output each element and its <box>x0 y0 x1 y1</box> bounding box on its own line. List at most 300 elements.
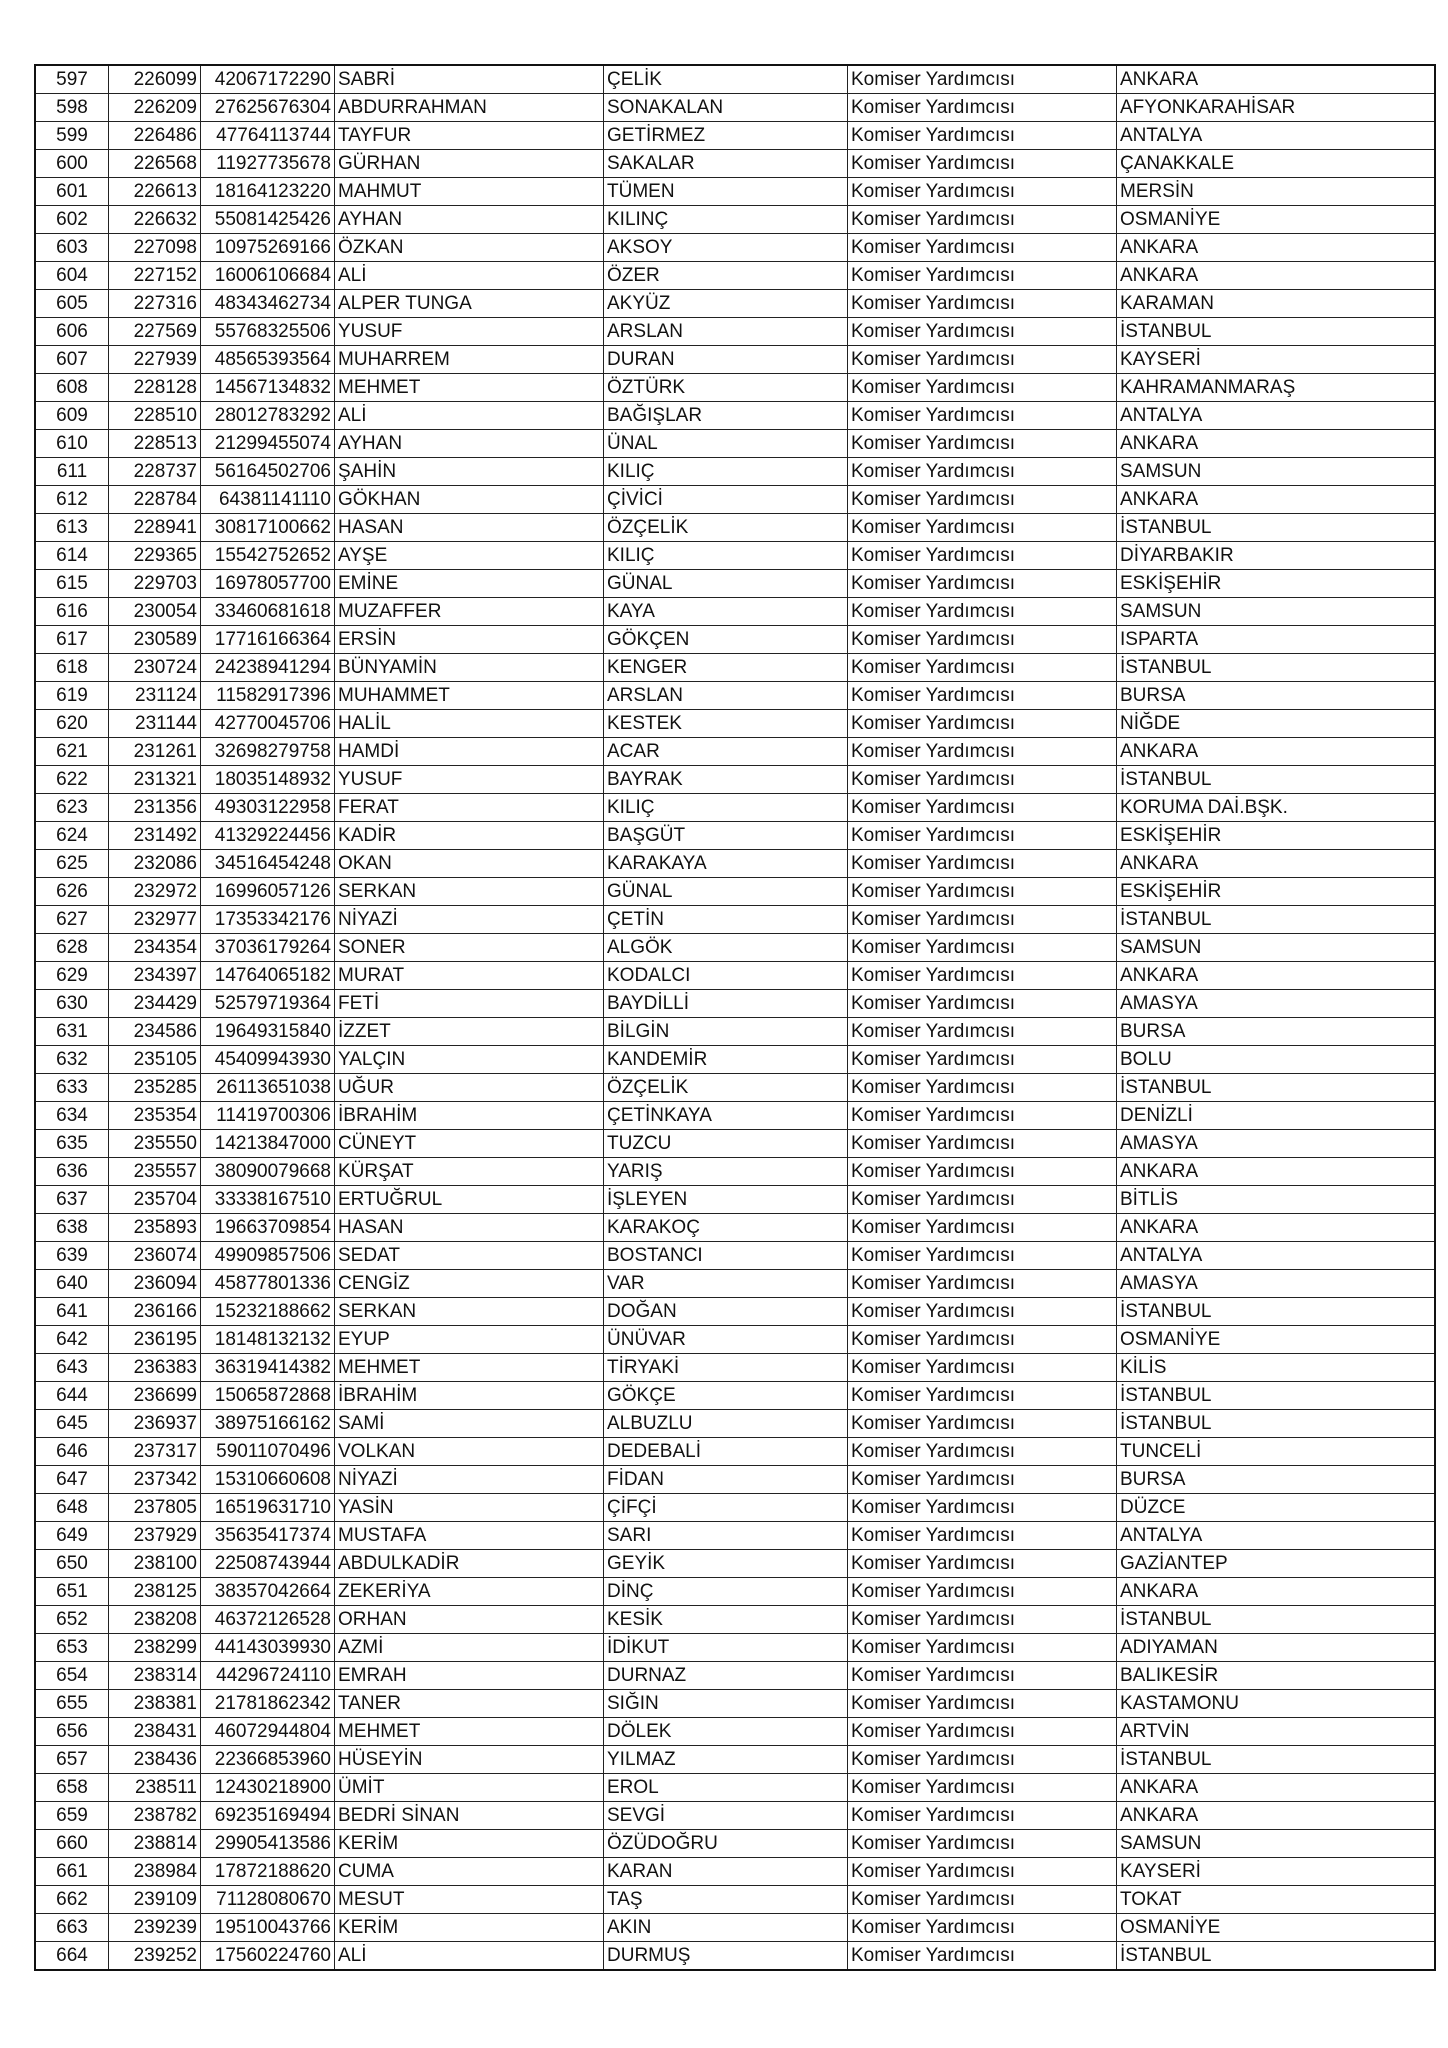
national-id-cell: 22366853960 <box>201 1746 335 1774</box>
national-id-cell: 49909857506 <box>201 1242 335 1270</box>
first-name-cell: ERTUĞRUL <box>335 1186 604 1214</box>
rank-cell: Komiser Yardımcısı <box>848 1018 1117 1046</box>
rank-cell: Komiser Yardımcısı <box>848 486 1117 514</box>
national-id-cell: 47764113744 <box>201 122 335 150</box>
table-row <box>35 346 1435 374</box>
first-name-cell: UĞUR <box>335 1074 604 1102</box>
rank-cell: Komiser Yardımcısı <box>848 1046 1117 1074</box>
last-name-cell: İDİKUT <box>604 1634 848 1662</box>
table-row <box>35 1578 1435 1606</box>
rank-cell: Komiser Yardımcısı <box>848 94 1117 122</box>
rank-cell: Komiser Yardımcısı <box>848 822 1117 850</box>
registry-number-cell: 229365 <box>109 542 201 570</box>
rank-cell: Komiser Yardımcısı <box>848 1914 1117 1942</box>
first-name-cell: MUHARREM <box>335 346 604 374</box>
row-number-cell: 655 <box>35 1690 109 1718</box>
row-number-cell: 597 <box>35 65 109 94</box>
last-name-cell: GÖKÇEN <box>604 626 848 654</box>
last-name-cell: SONAKALAN <box>604 94 848 122</box>
national-id-cell: 14213847000 <box>201 1130 335 1158</box>
table-row <box>35 1802 1435 1830</box>
row-number-cell: 650 <box>35 1550 109 1578</box>
first-name-cell: ALPER TUNGA <box>335 290 604 318</box>
last-name-cell: VAR <box>604 1270 848 1298</box>
province-cell: İSTANBUL <box>1117 1746 1436 1774</box>
rank-cell: Komiser Yardımcısı <box>848 1550 1117 1578</box>
national-id-cell: 22508743944 <box>201 1550 335 1578</box>
table-row <box>35 1774 1435 1802</box>
last-name-cell: DEDEBALİ <box>604 1438 848 1466</box>
last-name-cell: TİRYAKİ <box>604 1354 848 1382</box>
national-id-cell: 17716166364 <box>201 626 335 654</box>
table-row <box>35 1046 1435 1074</box>
rank-cell: Komiser Yardımcısı <box>848 346 1117 374</box>
rank-cell: Komiser Yardımcısı <box>848 1382 1117 1410</box>
registry-number-cell: 238431 <box>109 1718 201 1746</box>
table-row <box>35 1074 1435 1102</box>
first-name-cell: EYUP <box>335 1326 604 1354</box>
first-name-cell: AYHAN <box>335 206 604 234</box>
registry-number-cell: 231492 <box>109 822 201 850</box>
rank-cell: Komiser Yardımcısı <box>848 402 1117 430</box>
last-name-cell: ALBUZLU <box>604 1410 848 1438</box>
rank-cell: Komiser Yardımcısı <box>848 598 1117 626</box>
row-number-cell: 638 <box>35 1214 109 1242</box>
table-row <box>35 1942 1435 1971</box>
registry-number-cell: 235550 <box>109 1130 201 1158</box>
row-number-cell: 614 <box>35 542 109 570</box>
row-number-cell: 625 <box>35 850 109 878</box>
row-number-cell: 634 <box>35 1102 109 1130</box>
row-number-cell: 628 <box>35 934 109 962</box>
registry-number-cell: 228128 <box>109 374 201 402</box>
rank-cell: Komiser Yardımcısı <box>848 990 1117 1018</box>
rank-cell: Komiser Yardımcısı <box>848 1270 1117 1298</box>
last-name-cell: SEVGİ <box>604 1802 848 1830</box>
table-row <box>35 1494 1435 1522</box>
row-number-cell: 622 <box>35 766 109 794</box>
rank-cell: Komiser Yardımcısı <box>848 1130 1117 1158</box>
first-name-cell: BÜNYAMİN <box>335 654 604 682</box>
last-name-cell: BİLGİN <box>604 1018 848 1046</box>
national-id-cell: 42770045706 <box>201 710 335 738</box>
table-row <box>35 1158 1435 1186</box>
province-cell: KARAMAN <box>1117 290 1436 318</box>
registry-number-cell: 238381 <box>109 1690 201 1718</box>
national-id-cell: 41329224456 <box>201 822 335 850</box>
table-row <box>35 1606 1435 1634</box>
province-cell: İSTANBUL <box>1117 654 1436 682</box>
province-cell: İSTANBUL <box>1117 1606 1436 1634</box>
table-row <box>35 430 1435 458</box>
row-number-cell: 649 <box>35 1522 109 1550</box>
province-cell: AMASYA <box>1117 1130 1436 1158</box>
table-row <box>35 1438 1435 1466</box>
national-id-cell: 59011070496 <box>201 1438 335 1466</box>
row-number-cell: 612 <box>35 486 109 514</box>
row-number-cell: 604 <box>35 262 109 290</box>
last-name-cell: KILIÇ <box>604 542 848 570</box>
province-cell: DENİZLİ <box>1117 1102 1436 1130</box>
national-id-cell: 10975269166 <box>201 234 335 262</box>
national-id-cell: 16006106684 <box>201 262 335 290</box>
province-cell: İSTANBUL <box>1117 1074 1436 1102</box>
last-name-cell: DURAN <box>604 346 848 374</box>
last-name-cell: ÖZÜDOĞRU <box>604 1830 848 1858</box>
first-name-cell: CUMA <box>335 1858 604 1886</box>
table-row <box>35 1466 1435 1494</box>
national-id-cell: 64381141110 <box>201 486 335 514</box>
first-name-cell: SERKAN <box>335 878 604 906</box>
registry-number-cell: 227569 <box>109 318 201 346</box>
first-name-cell: SAMİ <box>335 1410 604 1438</box>
rank-cell: Komiser Yardımcısı <box>848 1186 1117 1214</box>
table-row <box>35 906 1435 934</box>
table-row <box>35 94 1435 122</box>
registry-number-cell: 226099 <box>109 65 201 94</box>
table-row <box>35 458 1435 486</box>
table-row <box>35 1242 1435 1270</box>
rank-cell: Komiser Yardımcısı <box>848 1774 1117 1802</box>
registry-number-cell: 234354 <box>109 934 201 962</box>
table-row <box>35 682 1435 710</box>
table-row <box>35 1858 1435 1886</box>
national-id-cell: 18035148932 <box>201 766 335 794</box>
national-id-cell: 48343462734 <box>201 290 335 318</box>
last-name-cell: KANDEMİR <box>604 1046 848 1074</box>
last-name-cell: ÖZÇELİK <box>604 1074 848 1102</box>
row-number-cell: 636 <box>35 1158 109 1186</box>
national-id-cell: 14764065182 <box>201 962 335 990</box>
national-id-cell: 46072944804 <box>201 1718 335 1746</box>
first-name-cell: HAMDİ <box>335 738 604 766</box>
province-cell: ANKARA <box>1117 430 1436 458</box>
province-cell: ANKARA <box>1117 962 1436 990</box>
rank-cell: Komiser Yardımcısı <box>848 234 1117 262</box>
last-name-cell: ARSLAN <box>604 682 848 710</box>
first-name-cell: VOLKAN <box>335 1438 604 1466</box>
table-row <box>35 374 1435 402</box>
row-number-cell: 647 <box>35 1466 109 1494</box>
rank-cell: Komiser Yardımcısı <box>848 1522 1117 1550</box>
row-number-cell: 662 <box>35 1886 109 1914</box>
province-cell: NİĞDE <box>1117 710 1436 738</box>
registry-number-cell: 237929 <box>109 1522 201 1550</box>
table-row <box>35 1354 1435 1382</box>
table-row <box>35 598 1435 626</box>
rank-cell: Komiser Yardımcısı <box>848 1326 1117 1354</box>
table-row <box>35 1662 1435 1690</box>
table-row <box>35 1522 1435 1550</box>
last-name-cell: FİDAN <box>604 1466 848 1494</box>
row-number-cell: 663 <box>35 1914 109 1942</box>
first-name-cell: TAYFUR <box>335 122 604 150</box>
table-row <box>35 402 1435 430</box>
registry-number-cell: 235354 <box>109 1102 201 1130</box>
province-cell: ANTALYA <box>1117 1522 1436 1550</box>
row-number-cell: 600 <box>35 150 109 178</box>
row-number-cell: 654 <box>35 1662 109 1690</box>
rank-cell: Komiser Yardımcısı <box>848 1494 1117 1522</box>
national-id-cell: 11927735678 <box>201 150 335 178</box>
national-id-cell: 46372126528 <box>201 1606 335 1634</box>
national-id-cell: 38975166162 <box>201 1410 335 1438</box>
registry-number-cell: 239252 <box>109 1942 201 1971</box>
national-id-cell: 21781862342 <box>201 1690 335 1718</box>
registry-number-cell: 226209 <box>109 94 201 122</box>
table-row <box>35 122 1435 150</box>
rank-cell: Komiser Yardımcısı <box>848 430 1117 458</box>
rank-cell: Komiser Yardımcısı <box>848 1214 1117 1242</box>
national-id-cell: 49303122958 <box>201 794 335 822</box>
national-id-cell: 28012783292 <box>201 402 335 430</box>
table-row <box>35 1550 1435 1578</box>
first-name-cell: BEDRİ SİNAN <box>335 1802 604 1830</box>
row-number-cell: 601 <box>35 178 109 206</box>
first-name-cell: CENGİZ <box>335 1270 604 1298</box>
rank-cell: Komiser Yardımcısı <box>848 1438 1117 1466</box>
row-number-cell: 617 <box>35 626 109 654</box>
province-cell: OSMANİYE <box>1117 206 1436 234</box>
province-cell: ADIYAMAN <box>1117 1634 1436 1662</box>
last-name-cell: KENGER <box>604 654 848 682</box>
rank-cell: Komiser Yardımcısı <box>848 1662 1117 1690</box>
table-row <box>35 1746 1435 1774</box>
province-cell: İSTANBUL <box>1117 1382 1436 1410</box>
row-number-cell: 657 <box>35 1746 109 1774</box>
rank-cell: Komiser Yardımcısı <box>848 122 1117 150</box>
table-row <box>35 178 1435 206</box>
last-name-cell: GETİRMEZ <box>604 122 848 150</box>
row-number-cell: 616 <box>35 598 109 626</box>
registry-number-cell: 229703 <box>109 570 201 598</box>
rank-cell: Komiser Yardımcısı <box>848 1830 1117 1858</box>
province-cell: ANKARA <box>1117 1578 1436 1606</box>
province-cell: ESKİŞEHİR <box>1117 570 1436 598</box>
table-row <box>35 206 1435 234</box>
registry-number-cell: 238984 <box>109 1858 201 1886</box>
province-cell: ANKARA <box>1117 486 1436 514</box>
province-cell: MERSİN <box>1117 178 1436 206</box>
province-cell: İSTANBUL <box>1117 906 1436 934</box>
last-name-cell: ÜNÜVAR <box>604 1326 848 1354</box>
registry-number-cell: 231356 <box>109 794 201 822</box>
registry-number-cell: 238436 <box>109 1746 201 1774</box>
table-row <box>35 234 1435 262</box>
national-id-cell: 27625676304 <box>201 94 335 122</box>
registry-number-cell: 235285 <box>109 1074 201 1102</box>
first-name-cell: KÜRŞAT <box>335 1158 604 1186</box>
province-cell: İSTANBUL <box>1117 514 1436 542</box>
row-number-cell: 621 <box>35 738 109 766</box>
row-number-cell: 607 <box>35 346 109 374</box>
table-row <box>35 290 1435 318</box>
table-row <box>35 1634 1435 1662</box>
national-id-cell: 32698279758 <box>201 738 335 766</box>
table-row <box>35 65 1435 94</box>
last-name-cell: TAŞ <box>604 1886 848 1914</box>
rank-cell: Komiser Yardımcısı <box>848 682 1117 710</box>
table-row <box>35 878 1435 906</box>
province-cell: ANKARA <box>1117 65 1436 94</box>
row-number-cell: 658 <box>35 1774 109 1802</box>
row-number-cell: 632 <box>35 1046 109 1074</box>
last-name-cell: AKSOY <box>604 234 848 262</box>
last-name-cell: KESTEK <box>604 710 848 738</box>
table-row <box>35 1214 1435 1242</box>
province-cell: ISPARTA <box>1117 626 1436 654</box>
last-name-cell: GEYİK <box>604 1550 848 1578</box>
province-cell: SAMSUN <box>1117 598 1436 626</box>
table-row <box>35 1018 1435 1046</box>
national-id-cell: 18164123220 <box>201 178 335 206</box>
province-cell: BİTLİS <box>1117 1186 1436 1214</box>
province-cell: SAMSUN <box>1117 1830 1436 1858</box>
registry-number-cell: 231321 <box>109 766 201 794</box>
row-number-cell: 640 <box>35 1270 109 1298</box>
registry-number-cell: 238314 <box>109 1662 201 1690</box>
first-name-cell: ŞAHİN <box>335 458 604 486</box>
first-name-cell: YALÇIN <box>335 1046 604 1074</box>
last-name-cell: KILINÇ <box>604 206 848 234</box>
first-name-cell: MAHMUT <box>335 178 604 206</box>
rank-cell: Komiser Yardımcısı <box>848 206 1117 234</box>
first-name-cell: EMİNE <box>335 570 604 598</box>
registry-number-cell: 227939 <box>109 346 201 374</box>
table-row <box>35 1410 1435 1438</box>
rank-cell: Komiser Yardımcısı <box>848 318 1117 346</box>
row-number-cell: 644 <box>35 1382 109 1410</box>
registry-number-cell: 238814 <box>109 1830 201 1858</box>
first-name-cell: MUSTAFA <box>335 1522 604 1550</box>
table-row <box>35 766 1435 794</box>
registry-number-cell: 230724 <box>109 654 201 682</box>
table-row <box>35 1690 1435 1718</box>
first-name-cell: OKAN <box>335 850 604 878</box>
last-name-cell: KARAN <box>604 1858 848 1886</box>
row-number-cell: 639 <box>35 1242 109 1270</box>
last-name-cell: BAYRAK <box>604 766 848 794</box>
row-number-cell: 620 <box>35 710 109 738</box>
registry-number-cell: 228513 <box>109 430 201 458</box>
row-number-cell: 643 <box>35 1354 109 1382</box>
national-id-cell: 45877801336 <box>201 1270 335 1298</box>
table-row <box>35 1186 1435 1214</box>
rank-cell: Komiser Yardımcısı <box>848 1718 1117 1746</box>
first-name-cell: MUZAFFER <box>335 598 604 626</box>
national-id-cell: 16519631710 <box>201 1494 335 1522</box>
row-number-cell: 630 <box>35 990 109 1018</box>
first-name-cell: İBRAHİM <box>335 1382 604 1410</box>
row-number-cell: 609 <box>35 402 109 430</box>
last-name-cell: ÇİVİCİ <box>604 486 848 514</box>
last-name-cell: ALGÖK <box>604 934 848 962</box>
first-name-cell: ÖZKAN <box>335 234 604 262</box>
row-number-cell: 610 <box>35 430 109 458</box>
registry-number-cell: 227316 <box>109 290 201 318</box>
first-name-cell: SERKAN <box>335 1298 604 1326</box>
province-cell: DİYARBAKIR <box>1117 542 1436 570</box>
rank-cell: Komiser Yardımcısı <box>848 850 1117 878</box>
rank-cell: Komiser Yardımcısı <box>848 290 1117 318</box>
last-name-cell: İŞLEYEN <box>604 1186 848 1214</box>
rank-cell: Komiser Yardımcısı <box>848 178 1117 206</box>
rank-cell: Komiser Yardımcısı <box>848 1746 1117 1774</box>
rank-cell: Komiser Yardımcısı <box>848 1298 1117 1326</box>
rank-cell: Komiser Yardımcısı <box>848 626 1117 654</box>
last-name-cell: SARI <box>604 1522 848 1550</box>
rank-cell: Komiser Yardımcısı <box>848 514 1117 542</box>
province-cell: BOLU <box>1117 1046 1436 1074</box>
table-row <box>35 626 1435 654</box>
first-name-cell: HASAN <box>335 1214 604 1242</box>
registry-number-cell: 239239 <box>109 1914 201 1942</box>
registry-number-cell: 235704 <box>109 1186 201 1214</box>
rank-cell: Komiser Yardımcısı <box>848 65 1117 94</box>
last-name-cell: GÜNAL <box>604 878 848 906</box>
row-number-cell: 619 <box>35 682 109 710</box>
row-number-cell: 646 <box>35 1438 109 1466</box>
first-name-cell: ABDULKADİR <box>335 1550 604 1578</box>
row-number-cell: 613 <box>35 514 109 542</box>
national-id-cell: 55081425426 <box>201 206 335 234</box>
row-number-cell: 605 <box>35 290 109 318</box>
national-id-cell: 15065872868 <box>201 1382 335 1410</box>
province-cell: SAMSUN <box>1117 458 1436 486</box>
first-name-cell: GÜRHAN <box>335 150 604 178</box>
first-name-cell: ALİ <box>335 1942 604 1971</box>
national-id-cell: 30817100662 <box>201 514 335 542</box>
national-id-cell: 33338167510 <box>201 1186 335 1214</box>
last-name-cell: EROL <box>604 1774 848 1802</box>
registry-number-cell: 226568 <box>109 150 201 178</box>
first-name-cell: NİYAZİ <box>335 1466 604 1494</box>
registry-number-cell: 228941 <box>109 514 201 542</box>
table-row <box>35 1886 1435 1914</box>
row-number-cell: 627 <box>35 906 109 934</box>
registry-number-cell: 237342 <box>109 1466 201 1494</box>
rank-cell: Komiser Yardımcısı <box>848 542 1117 570</box>
registry-number-cell: 232086 <box>109 850 201 878</box>
table-row <box>35 1102 1435 1130</box>
last-name-cell: TÜMEN <box>604 178 848 206</box>
rank-cell: Komiser Yardımcısı <box>848 738 1117 766</box>
national-id-cell: 71128080670 <box>201 1886 335 1914</box>
last-name-cell: DİNÇ <box>604 1578 848 1606</box>
rank-cell: Komiser Yardımcısı <box>848 1606 1117 1634</box>
registry-number-cell: 232977 <box>109 906 201 934</box>
table-row <box>35 542 1435 570</box>
row-number-cell: 615 <box>35 570 109 598</box>
national-id-cell: 15542752652 <box>201 542 335 570</box>
first-name-cell: TANER <box>335 1690 604 1718</box>
first-name-cell: KADİR <box>335 822 604 850</box>
national-id-cell: 55768325506 <box>201 318 335 346</box>
table-row <box>35 1914 1435 1942</box>
first-name-cell: FERAT <box>335 794 604 822</box>
first-name-cell: CÜNEYT <box>335 1130 604 1158</box>
registry-number-cell: 239109 <box>109 1886 201 1914</box>
row-number-cell: 629 <box>35 962 109 990</box>
first-name-cell: İZZET <box>335 1018 604 1046</box>
table-row <box>35 850 1435 878</box>
rank-cell: Komiser Yardımcısı <box>848 262 1117 290</box>
province-cell: ANKARA <box>1117 234 1436 262</box>
rank-cell: Komiser Yardımcısı <box>848 794 1117 822</box>
province-cell: KAYSERİ <box>1117 346 1436 374</box>
first-name-cell: YUSUF <box>335 318 604 346</box>
rank-cell: Komiser Yardımcısı <box>848 1466 1117 1494</box>
